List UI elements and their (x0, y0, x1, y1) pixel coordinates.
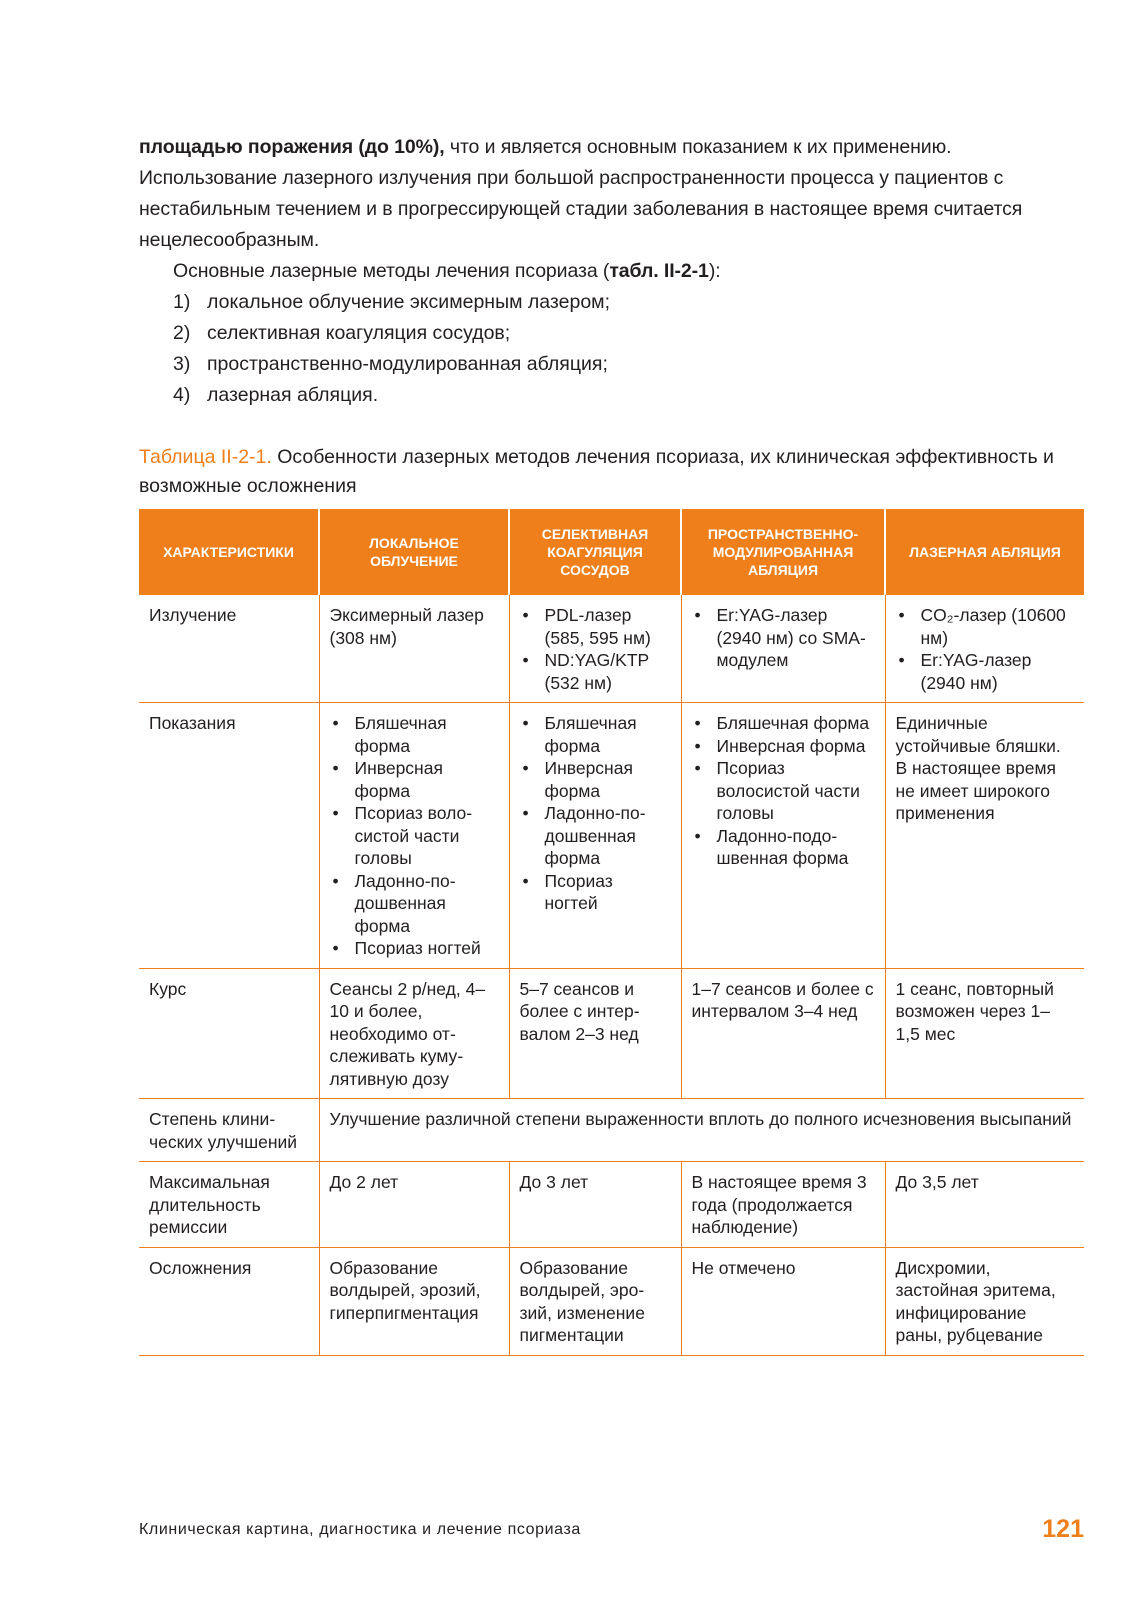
list-item (173, 287, 1084, 318)
table-row (139, 1247, 1084, 1355)
table-cell: До 3,5 лет (885, 1162, 1084, 1248)
table-cell (681, 595, 885, 703)
table-row (139, 1162, 1084, 1248)
list-number: 3) (173, 353, 191, 375)
table-label: Таблица II-2-1. (139, 446, 272, 468)
methods-list (139, 287, 1084, 411)
bullet-item: • PDL-лазер (585, 595 нм) (520, 604, 671, 649)
header-selective-coagulation: СЕЛЕКТИВНАЯ КОАГУЛЯЦИЯ СОСУДОВ (509, 509, 681, 595)
bullet-list (330, 712, 499, 960)
table-header-row (139, 509, 1084, 595)
table-cell: В настоящее время 3 года (продолжается наблюдение) (681, 1162, 885, 1248)
methods-intro-end: ): (708, 260, 721, 282)
table-cell (319, 703, 509, 969)
row-label: Показания (139, 703, 319, 969)
list-number: 1) (173, 291, 191, 313)
header-laser-ablation: ЛАЗЕРНАЯ АБЛЯЦИЯ (885, 509, 1084, 595)
table-cell: До 3 лет (509, 1162, 681, 1248)
bullet-list (692, 604, 875, 672)
page-footer (139, 1513, 1084, 1553)
row-label: Максимальная длительность ремиссии (139, 1162, 319, 1248)
table-title: Особенности лазерных методов лечения псориаза, их клиническая эффективность и возможные осложнения (139, 446, 1054, 497)
bullet-item: • Er:YAG-лазер (2940 нм) (896, 649, 1075, 694)
table-cell: Эксимерный лазер (308 нм) (319, 595, 509, 703)
table-cell: 1 сеанс, повторный возможен через 1–1,5 мес (885, 968, 1084, 1099)
bullet-item: • Ладонно-подошвенная форма (520, 802, 671, 870)
bullet-item: • CO₂-лазер (10600 нм) (896, 604, 1075, 649)
row-label: Курс (139, 968, 319, 1099)
header-spatial-ablation: ПРОСТРАНСТВЕННО-МОДУЛИРОВАННАЯ АБЛЯЦИЯ (681, 509, 885, 595)
table-row (139, 595, 1084, 703)
bullet-item: • Псориаз волосистой части головы (692, 757, 875, 825)
table-cell: Образование волдырей, эрозий, гиперпигментация (319, 1247, 509, 1355)
table-row (139, 1099, 1084, 1162)
page-number: 121 (1042, 1515, 1084, 1543)
running-title: Клиническая картина, диагностика и лечение псориаза (139, 1521, 581, 1538)
header-characteristics: ХАРАКТЕРИСТИКИ (139, 509, 319, 595)
table-cell: Образование волдырей, эрозий, изменение пигментации (509, 1247, 681, 1355)
bullet-item: • ND:YAG/KTP (532 нм) (520, 649, 671, 694)
bullet-item: • Инверсная форма (692, 735, 875, 758)
list-item (173, 380, 1084, 411)
header-local-irradiation: ЛОКАЛЬНОЕ ОБЛУЧЕНИЕ (319, 509, 509, 595)
page-content (139, 132, 1084, 1356)
table-cell (509, 703, 681, 969)
bullet-item: • Бляшечная форма (520, 712, 671, 757)
table-cell: Сеансы 2 р/нед, 4–10 и более, необходимо отслеживать кумулятивную дозу (319, 968, 509, 1099)
methods-intro (139, 256, 1084, 287)
row-label: Излучение (139, 595, 319, 703)
list-text: пространственно-модулированная абляция; (207, 353, 608, 375)
table-cell: До 2 лет (319, 1162, 509, 1248)
bullet-item: • Бляшечная форма (330, 712, 499, 757)
bullet-list (896, 604, 1075, 694)
table-cell: 1–7 сеансов и более с интервалом 3–4 нед (681, 968, 885, 1099)
bullet-item: • Инверсная форма (520, 757, 671, 802)
intro-bold-lead: площадью поражения (до 10%), (139, 136, 445, 158)
bullet-item: • Er:YAG-лазер (2940 нм) со SMA-модулем (692, 604, 875, 672)
table-cell-merged: Улучшение различной степени выраженности вплоть до полного исчезновения высыпаний (319, 1099, 1084, 1162)
table-caption (139, 443, 1084, 501)
bullet-item: • Псориаз ногтей (520, 870, 671, 915)
list-number: 2) (173, 322, 191, 344)
intro-paragraph (139, 132, 1084, 256)
bullet-item: • Ладонно-подошвенная форма (692, 825, 875, 870)
bullet-item: • Псориаз волосистой части головы (330, 802, 499, 870)
row-label: Степень клинических улучшений (139, 1099, 319, 1162)
table-row (139, 968, 1084, 1099)
table-cell: Единичные устойчивые бляшки. В настоящее время не имеет широкого применения (885, 703, 1084, 969)
table-cell (885, 595, 1084, 703)
table-cell (509, 595, 681, 703)
bullet-item: • Инверсная форма (330, 757, 499, 802)
methods-intro-text: Основные лазерные методы лечения псориаза ( (173, 260, 610, 282)
list-text: локальное облучение эксимерным лазером; (207, 291, 610, 313)
list-item (173, 318, 1084, 349)
list-text: лазерная абляция. (207, 384, 379, 406)
laser-methods-table (139, 509, 1084, 1356)
table-reference: табл. II-2-1 (609, 260, 709, 282)
list-text: селективная коагуляция сосудов; (207, 322, 511, 344)
table-cell: Дисхромии, застойная эритема, инфицирование раны, рубцевание (885, 1247, 1084, 1355)
table-cell: Не отмечено (681, 1247, 885, 1355)
bullet-list (520, 604, 671, 694)
table-row (139, 703, 1084, 969)
intro-text: что и является основным показанием к их применению. Использование лазерного излучения при большой распространенности процесса у пациентов с нестабильным течением и в прогрессирующей стадии заболевания в настоящее время считается нецелесообразным. (139, 136, 1023, 251)
table-cell (681, 703, 885, 969)
list-number: 4) (173, 384, 191, 406)
bullet-item: • Псориаз ногтей (330, 937, 499, 960)
row-label: Осложнения (139, 1247, 319, 1355)
bullet-item: • Бляшечная форма (692, 712, 875, 735)
bullet-item: • Ладонно-подошвенная форма (330, 870, 499, 938)
list-item (173, 349, 1084, 380)
table-cell: 5–7 сеансов и более с интервалом 2–3 нед (509, 968, 681, 1099)
bullet-list (520, 712, 671, 915)
bullet-list (692, 712, 875, 870)
